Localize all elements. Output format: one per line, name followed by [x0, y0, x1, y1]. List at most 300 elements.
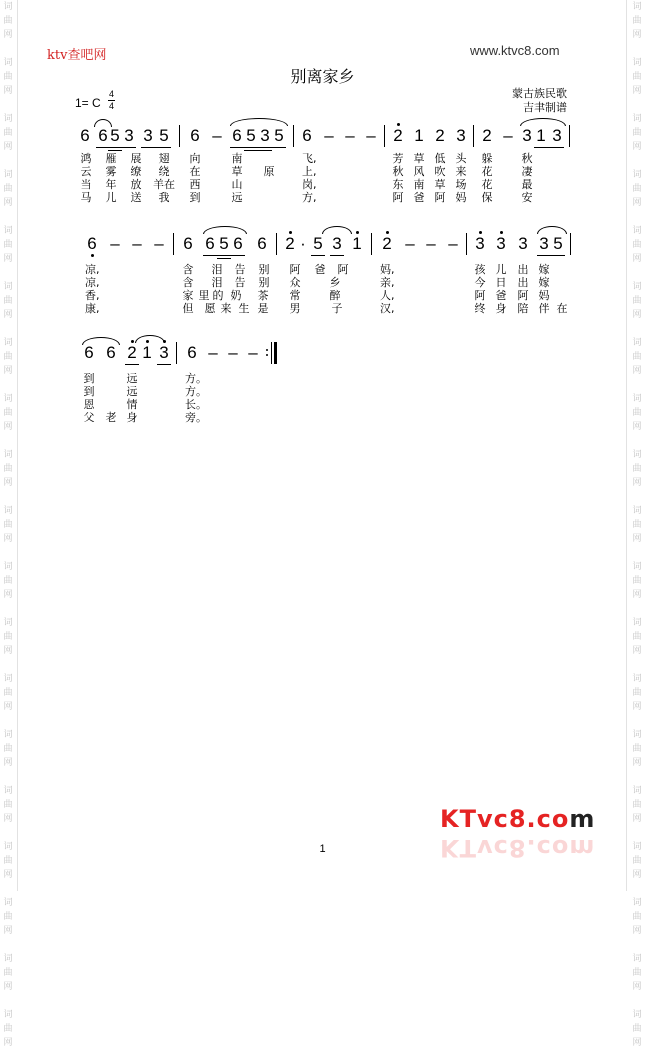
- lyric: 身: [126, 411, 138, 424]
- watermark-char: 曲: [3, 968, 13, 978]
- watermark-char: 曲: [3, 352, 13, 362]
- watermark-char: 曲: [3, 688, 13, 698]
- note: 6: [257, 234, 267, 253]
- lyric: 马: [80, 191, 92, 204]
- watermark-char: 网: [632, 142, 642, 152]
- note: 3: [332, 234, 342, 253]
- lyric: 别: [258, 276, 270, 289]
- lyric: 嫁: [538, 276, 550, 289]
- lyric: 告: [234, 263, 246, 276]
- beam-underline: [217, 258, 231, 259]
- lyric: 草: [231, 165, 243, 178]
- watermark-char: 网: [632, 534, 642, 544]
- note: 6: [80, 126, 90, 145]
- lyric: 子: [331, 302, 343, 315]
- watermark-group: [3, 672, 12, 714]
- lyric: 常: [289, 289, 301, 302]
- lyric: 阿: [337, 263, 349, 276]
- watermark-char: 网: [3, 142, 13, 152]
- lyric: 翅: [158, 152, 170, 165]
- watermark-char: 词: [632, 282, 642, 292]
- watermark-char: 词: [632, 954, 642, 964]
- lyric: 方。: [185, 372, 207, 385]
- note: 5: [246, 126, 256, 145]
- lyric: 男: [289, 302, 301, 315]
- lyric: 到: [83, 372, 95, 385]
- watermark-char: 词: [632, 618, 642, 628]
- beam-underline: [96, 147, 136, 148]
- watermark-char: 网: [3, 870, 13, 880]
- tie-arc: [230, 118, 288, 126]
- watermark-char: 曲: [3, 296, 13, 306]
- lyric: 送: [130, 191, 142, 204]
- lyric: 陪: [517, 302, 529, 315]
- repeat-dots: [266, 346, 269, 359]
- beam-underline: [141, 147, 171, 148]
- lyric: 奶: [230, 289, 242, 302]
- lyric: 安: [521, 191, 533, 204]
- beam-underline: [311, 255, 325, 256]
- watermark-char: 词: [3, 562, 13, 572]
- watermark-group: [632, 448, 641, 490]
- lyric: 绕: [158, 165, 170, 178]
- note: 2: [391, 126, 405, 146]
- lyric: 里: [198, 289, 210, 302]
- lyric: 花: [481, 165, 493, 178]
- beam-underline: [330, 255, 344, 256]
- watermark-group: [3, 112, 12, 154]
- note: 3: [539, 234, 549, 253]
- watermark-char: 词: [3, 338, 13, 348]
- watermark-char: 网: [3, 254, 13, 264]
- watermark-group: [3, 560, 12, 602]
- lyric: 爸: [495, 289, 507, 302]
- watermark-char: 曲: [632, 408, 642, 418]
- note: 2: [380, 234, 394, 254]
- time-signature-bottom: 4: [108, 101, 114, 111]
- lyric: 妈,: [380, 263, 395, 276]
- lyric: 东: [392, 178, 404, 191]
- watermark-char: 词: [632, 674, 642, 684]
- watermark-group: [3, 616, 12, 658]
- lyric: 嫁: [538, 263, 550, 276]
- beam-underline: [537, 255, 565, 256]
- key-signature: 1= C: [75, 96, 101, 110]
- watermark-group: [632, 336, 641, 378]
- note: 1: [140, 343, 154, 363]
- brand-label[interactable]: ktv查吧网: [47, 48, 107, 63]
- watermark-char: 网: [632, 982, 642, 992]
- watermark-group: [3, 448, 12, 490]
- lyric: 父: [83, 411, 95, 424]
- left-border-line: [17, 0, 18, 891]
- watermark-char: 网: [3, 534, 13, 544]
- barline: [173, 233, 174, 255]
- lyric: 终: [474, 302, 486, 315]
- note: 3: [518, 234, 528, 253]
- lyric: 来: [220, 302, 232, 315]
- note: –: [324, 126, 334, 145]
- lyric: 爸: [413, 191, 425, 204]
- beam-underline: [534, 147, 564, 148]
- lyric: 人,: [380, 289, 395, 302]
- lyric: 茶: [257, 289, 269, 302]
- note: 6: [85, 234, 99, 254]
- watermark-char: 曲: [632, 240, 642, 250]
- note: 3: [456, 126, 466, 145]
- lyric: 低: [434, 152, 446, 165]
- barline: [384, 125, 385, 147]
- watermark-char: 网: [632, 758, 642, 768]
- lyric: 老: [105, 411, 117, 424]
- lyric: 孩: [474, 263, 486, 276]
- lyric: 雾: [105, 165, 117, 178]
- lyric: 当: [80, 178, 92, 191]
- note: 2: [125, 343, 139, 363]
- lyric: 向: [189, 152, 201, 165]
- barline: [466, 233, 467, 255]
- watermark-char: 曲: [632, 296, 642, 306]
- lyric: 凉,: [85, 276, 100, 289]
- barline: [276, 233, 277, 255]
- beam-underline: [157, 364, 171, 365]
- watermark-char: 网: [632, 254, 642, 264]
- watermark-group: [632, 616, 641, 658]
- note: 3: [260, 126, 270, 145]
- lyric: 头: [455, 152, 467, 165]
- watermark-char: 词: [3, 674, 13, 684]
- watermark-char: 曲: [3, 1024, 13, 1034]
- lyric: 身: [495, 302, 507, 315]
- lyric: 方,: [302, 191, 317, 204]
- tie-arc: [203, 226, 247, 234]
- watermark-char: 曲: [632, 632, 642, 642]
- lyric: 醉: [329, 289, 341, 302]
- watermark-group: [632, 280, 641, 322]
- watermark-char: 网: [632, 870, 642, 880]
- watermark-char: 网: [3, 30, 13, 40]
- lyric: 的: [212, 289, 224, 302]
- watermark-char: 网: [3, 310, 13, 320]
- lyric: 到: [189, 191, 201, 204]
- watermark-char: 词: [3, 450, 13, 460]
- watermark-char: 曲: [632, 968, 642, 978]
- time-signature-top: 4: [108, 89, 114, 99]
- lyric: 在: [189, 165, 201, 178]
- right-watermark-strip: [629, 0, 645, 1048]
- watermark-group: [632, 728, 641, 770]
- watermark-group: [3, 392, 12, 434]
- watermark-char: 网: [632, 86, 642, 96]
- note: –: [366, 126, 376, 145]
- lyric: 旁。: [185, 411, 207, 424]
- lyric: 众: [289, 276, 301, 289]
- lyric: 愿: [204, 302, 216, 315]
- watermark-char: 词: [632, 450, 642, 460]
- lyric: 出: [517, 263, 529, 276]
- barline: [176, 342, 177, 364]
- watermark-char: 词: [632, 786, 642, 796]
- note: 3: [473, 234, 487, 254]
- watermark-group: [632, 392, 641, 434]
- watermark-char: 词: [632, 226, 642, 236]
- lyric: 含: [182, 263, 194, 276]
- watermark-group: [3, 952, 12, 994]
- note: –: [132, 234, 142, 253]
- lyric: 保: [481, 191, 493, 204]
- barline: [179, 125, 180, 147]
- lyric: 阿: [434, 191, 446, 204]
- watermark-char: 曲: [632, 352, 642, 362]
- lyric: 亲,: [380, 276, 395, 289]
- note: 2: [435, 126, 445, 145]
- lyric: 日: [495, 276, 507, 289]
- watermark-char: 曲: [632, 800, 642, 810]
- lyric: 秋: [521, 152, 533, 165]
- watermark-char: 词: [3, 58, 13, 68]
- watermark-char: 网: [3, 198, 13, 208]
- watermark-char: 词: [3, 842, 13, 852]
- watermark-char: 词: [632, 58, 642, 68]
- watermark-char: 网: [3, 590, 13, 600]
- lyric: 南: [231, 152, 243, 165]
- lyric: 泪: [211, 276, 223, 289]
- watermark-char: 曲: [632, 912, 642, 922]
- note: 6: [187, 343, 197, 362]
- barline: [271, 342, 272, 364]
- lyric: 芳: [392, 152, 404, 165]
- watermark-char: 曲: [3, 16, 13, 26]
- watermark-char: 网: [632, 926, 642, 936]
- note: –: [345, 126, 355, 145]
- watermark-group: [3, 504, 12, 546]
- tie-arc: [537, 226, 567, 234]
- watermark-char: 曲: [3, 856, 13, 866]
- watermark-char: 曲: [632, 72, 642, 82]
- watermark-group: [632, 896, 641, 938]
- lyric: 展: [130, 152, 142, 165]
- tie-arc: [82, 337, 120, 345]
- page-number: 1: [319, 843, 326, 855]
- lyric: 羊在: [153, 178, 175, 191]
- watermark-char: 曲: [3, 520, 13, 530]
- watermark-char: 网: [3, 422, 13, 432]
- watermark-group: [632, 224, 641, 266]
- watermark-group: [632, 560, 641, 602]
- lyric: 南: [413, 178, 425, 191]
- song-origin: 蒙古族民歌: [512, 87, 567, 100]
- watermark-char: 网: [3, 982, 13, 992]
- score-arranger: 吉聿制谱: [523, 101, 567, 114]
- logo-reflection: KTvc8.com: [440, 834, 596, 862]
- time-signature: [108, 90, 115, 111]
- note: 1: [536, 126, 546, 145]
- watermark-char: 词: [3, 898, 13, 908]
- watermark-char: 曲: [632, 688, 642, 698]
- lyric: 风: [413, 165, 425, 178]
- lyric: 雁: [105, 152, 117, 165]
- watermark-char: 网: [3, 1038, 13, 1048]
- lyric: 含: [182, 276, 194, 289]
- note: 6: [106, 343, 116, 362]
- watermark-char: 网: [3, 814, 13, 824]
- lyric: 香,: [85, 289, 100, 302]
- note: ·: [300, 234, 306, 253]
- watermark-group: [3, 728, 12, 770]
- lyric: 但: [182, 302, 194, 315]
- note: 3: [157, 343, 171, 363]
- watermark-group: [3, 896, 12, 938]
- watermark-group: [3, 336, 12, 378]
- watermark-char: 网: [632, 30, 642, 40]
- lyric: 来: [455, 165, 467, 178]
- note: 3: [143, 126, 153, 145]
- note: 5: [110, 126, 120, 145]
- watermark-char: 网: [632, 310, 642, 320]
- watermark-char: 词: [632, 114, 642, 124]
- watermark-char: 词: [632, 506, 642, 516]
- watermark-char: 词: [632, 170, 642, 180]
- lyric: 躲: [481, 152, 493, 165]
- note: 6: [98, 126, 108, 145]
- note: –: [212, 126, 222, 145]
- watermark-char: 词: [3, 1010, 13, 1020]
- lyric: 阿: [474, 289, 486, 302]
- watermark-char: 网: [3, 86, 13, 96]
- watermark-char: 曲: [632, 576, 642, 586]
- watermark-char: 网: [632, 366, 642, 376]
- lyric: 儿: [105, 191, 117, 204]
- watermark-group: [632, 504, 641, 546]
- lyric: 儿: [495, 263, 507, 276]
- lyric: 泪: [211, 263, 223, 276]
- lyric: 在: [556, 302, 568, 315]
- note: –: [208, 343, 218, 362]
- lyric: 岗,: [302, 178, 317, 191]
- watermark-char: 网: [632, 814, 642, 824]
- beam-underline: [230, 147, 286, 148]
- watermark-char: 词: [3, 226, 13, 236]
- note: –: [426, 234, 436, 253]
- note: 5: [219, 234, 229, 253]
- lyric: 云: [80, 165, 92, 178]
- watermark-char: 曲: [632, 184, 642, 194]
- watermark-char: 词: [632, 1010, 642, 1020]
- watermark-char: 曲: [3, 408, 13, 418]
- watermark-group: [3, 224, 12, 266]
- lyric: 生: [238, 302, 250, 315]
- lyric: 出: [517, 276, 529, 289]
- watermark-char: 曲: [3, 184, 13, 194]
- watermark-char: 网: [3, 366, 13, 376]
- lyric: 家: [182, 289, 194, 302]
- watermark-group: [3, 168, 12, 210]
- watermark-char: 网: [632, 198, 642, 208]
- note: 5: [159, 126, 169, 145]
- lyric: 放: [130, 178, 142, 191]
- note: –: [110, 234, 120, 253]
- watermark-char: 词: [632, 842, 642, 852]
- watermark-group: [632, 112, 641, 154]
- tie-arc: [322, 226, 352, 234]
- watermark-group: [632, 168, 641, 210]
- watermark-char: 词: [632, 2, 642, 12]
- site-logo[interactable]: [440, 805, 596, 865]
- lyric: 长。: [185, 398, 207, 411]
- watermark-char: 曲: [3, 240, 13, 250]
- watermark-char: 曲: [3, 912, 13, 922]
- final-barline: [274, 342, 277, 364]
- lyric: 今: [474, 276, 486, 289]
- lyric: 草: [413, 152, 425, 165]
- watermark-char: 曲: [632, 744, 642, 754]
- watermark-char: 曲: [632, 128, 642, 138]
- lyric: 凄: [521, 165, 533, 178]
- note: 6: [302, 126, 312, 145]
- lyric: 山: [231, 178, 243, 191]
- watermark-char: 曲: [3, 744, 13, 754]
- note: 6: [84, 343, 94, 362]
- watermark-char: 曲: [3, 576, 13, 586]
- note: 6: [190, 126, 200, 145]
- barline: [569, 125, 570, 147]
- lyric: 妈: [455, 191, 467, 204]
- watermark-char: 网: [3, 702, 13, 712]
- watermark-char: 词: [3, 618, 13, 628]
- song-title: 别离家乡: [290, 67, 355, 86]
- note: 6: [232, 126, 242, 145]
- lyric: 阿: [289, 263, 301, 276]
- lyric: 阿: [392, 191, 404, 204]
- watermark-char: 网: [3, 926, 13, 936]
- watermark-char: 曲: [3, 800, 13, 810]
- note: 5: [313, 234, 323, 253]
- watermark-group: [632, 1008, 641, 1050]
- watermark-char: 词: [3, 282, 13, 292]
- lyric: 吹: [434, 165, 446, 178]
- watermark-char: 词: [632, 394, 642, 404]
- lyric: 汉,: [380, 302, 395, 315]
- note: –: [248, 343, 258, 362]
- watermark-char: 网: [632, 422, 642, 432]
- note: 3: [552, 126, 562, 145]
- watermark-group: [632, 952, 641, 994]
- lyric: 草: [434, 178, 446, 191]
- lyric: 情: [126, 398, 138, 411]
- beam-underline: [203, 255, 245, 256]
- watermark-char: 网: [632, 646, 642, 656]
- watermark-char: 词: [3, 786, 13, 796]
- watermark-char: 网: [632, 702, 642, 712]
- watermark-char: 词: [3, 170, 13, 180]
- lyric: 妈: [538, 289, 550, 302]
- lyric: 最: [521, 178, 533, 191]
- tie-arc: [520, 118, 566, 126]
- site-url[interactable]: www.ktvc8.com: [470, 43, 560, 58]
- note: 3: [494, 234, 508, 254]
- lyric: 年: [105, 178, 117, 191]
- watermark-char: 词: [3, 954, 13, 964]
- note: 1: [414, 126, 424, 145]
- beam-underline: [244, 150, 272, 151]
- note: –: [503, 126, 513, 145]
- note: 6: [183, 234, 193, 253]
- watermark-char: 曲: [632, 520, 642, 530]
- watermark-char: 词: [632, 730, 642, 740]
- watermark-char: 曲: [632, 856, 642, 866]
- watermark-group: [632, 0, 641, 42]
- note: –: [448, 234, 458, 253]
